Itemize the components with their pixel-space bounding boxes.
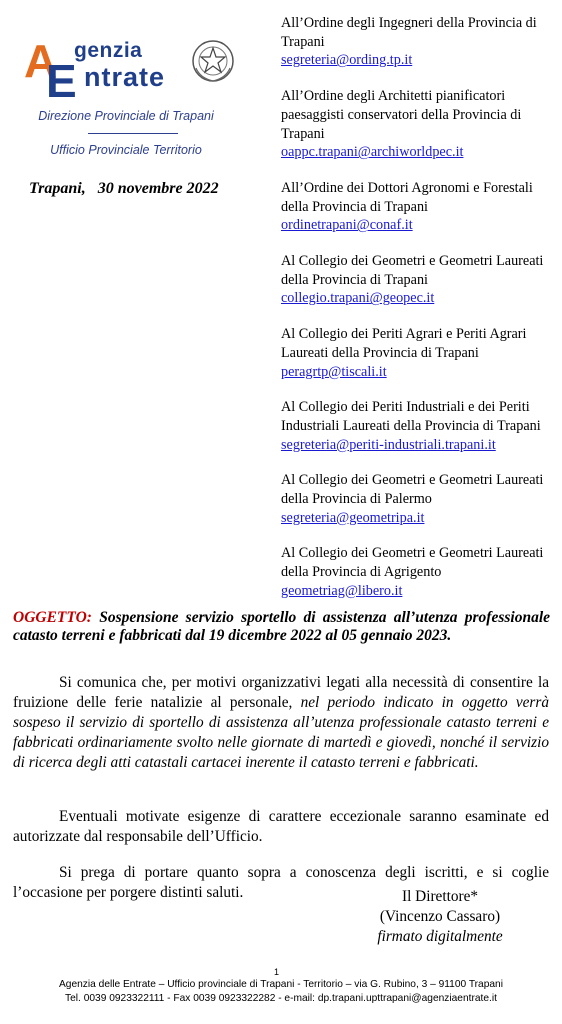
italian-republic-emblem-icon — [190, 38, 236, 84]
recipient — [281, 544, 553, 600]
page-number: 1 — [274, 967, 280, 977]
agenzia-entrate-logo — [22, 35, 244, 107]
subject-text: Sospensione servizio sportello di assistenza all’utenza professionale catasto terreni e fabbricati dal 19 dicembre 2022 al 05 gennaio 2023. — [13, 609, 551, 644]
body-paragraph-2: Eventuali motivate esigenze di carattere eccezionale saranno esaminate ed autorizzate dal responsabile dell’Ufficio. — [13, 808, 549, 845]
recipient — [281, 252, 553, 308]
signature-name: (Vincenzo Cassaro) — [379, 908, 501, 925]
recipient-email-link[interactable]: peragrtp@tiscali.it — [281, 363, 387, 380]
recipient-name: All’Ordine degli Ingegneri della Provincia di Trapani — [281, 15, 537, 50]
recipients-list — [281, 14, 553, 618]
body-paragraph-3: Si prega di portare quanto sopra a conoscenza degli iscritti, e si coglie l’occasione per porgere distinti saluti. — [13, 864, 549, 901]
recipient-email-link[interactable]: collegio.trapani@geopec.it — [281, 290, 435, 307]
recipient — [281, 14, 553, 70]
office-name: Ufficio Provinciale Territorio — [50, 143, 202, 157]
recipient-name: Al Collegio dei Periti Industriali e dei Periti Industriali Laureati della Provincia di Trapani — [281, 399, 541, 434]
footer-contacts: Tel. 0039 0923322111 - Fax 0039 0923322282 - e-mail: dp.trapani.upttrapani@agenziaentrate.it — [65, 993, 497, 1004]
recipient-email-link[interactable]: oappc.trapani@archiworldpec.it — [281, 144, 464, 161]
recipient-email-link[interactable]: segreteria@periti-industriali.trapani.it — [281, 436, 496, 453]
logo-letter-a: A — [24, 35, 58, 87]
office-divider — [88, 133, 178, 134]
letter-date: Trapani, 30 novembre 2022 — [29, 180, 219, 197]
body-paragraph-1 — [13, 673, 549, 773]
logo-letter-e: E — [46, 55, 77, 107]
recipient-name: Al Collegio dei Geometri e Geometri Laureati della Provincia di Palermo — [281, 472, 544, 508]
recipient-name: All’Ordine dei Dottori Agronomi e Forestali della Provincia di Trapani — [281, 179, 533, 215]
recipient — [281, 471, 553, 527]
signature-note: firmato digitalmente — [377, 928, 503, 945]
recipient — [281, 325, 553, 381]
recipient-name: Al Collegio dei Geometri e Geometri Laureati della Provincia di Agrigento — [281, 545, 544, 581]
recipient — [281, 179, 553, 235]
logo-word-genzia: genzia — [74, 39, 143, 62]
recipient — [281, 87, 553, 162]
subject-label: OGGETTO — [13, 609, 87, 626]
logo-word-ntrate: ntrate — [84, 62, 166, 92]
directorate-name: Direzione Provinciale di Trapani — [38, 109, 214, 123]
recipient-email-link[interactable]: segreteria@ording.tp.it — [281, 52, 413, 69]
recipient-email-link[interactable]: ordinetrapani@conaf.it — [281, 217, 413, 234]
footer-address: Agenzia delle Entrate – Ufficio provinciale di Trapani - Territorio – via G. Rubino, 3 – 91100 Trapani — [59, 979, 503, 990]
paragraph-plain-text: Si comunica che, per motivi organizzativi legati alla necessità di consentire la fruizione delle ferie natalizie al personale, — [13, 674, 549, 711]
signature-title: Il Direttore* — [401, 888, 479, 905]
recipient-email-link[interactable]: geometriag@libero.it — [281, 582, 403, 599]
paragraph-italic-text: nel periodo indicato in oggetto verrà sospeso il servizio di sportello di assistenza all’utenza professionale catasto terreni e fabbricati ordinariamente svolto nelle giornate di martedì e giovedì, nonché il servizio di ricerca degli atti catastali cartacei inerente il catasto terreni e fabbricati. — [13, 694, 549, 771]
recipient-name: All’Ordine degli Architetti pianificatori paesaggisti conservatori della Provincia di Trapani — [281, 88, 522, 142]
subject-colon: : — [86, 609, 92, 626]
recipient-email-link[interactable]: segreteria@geometripa.it — [281, 509, 425, 526]
recipient-name: Al Collegio dei Geometri e Geometri Laureati della Provincia di Trapani — [281, 253, 544, 288]
recipient-name: Al Collegio dei Periti Agrari e Periti Agrari Laureati della Provincia di Trapani — [281, 326, 527, 361]
subject-line — [13, 609, 550, 645]
recipient — [281, 398, 553, 454]
